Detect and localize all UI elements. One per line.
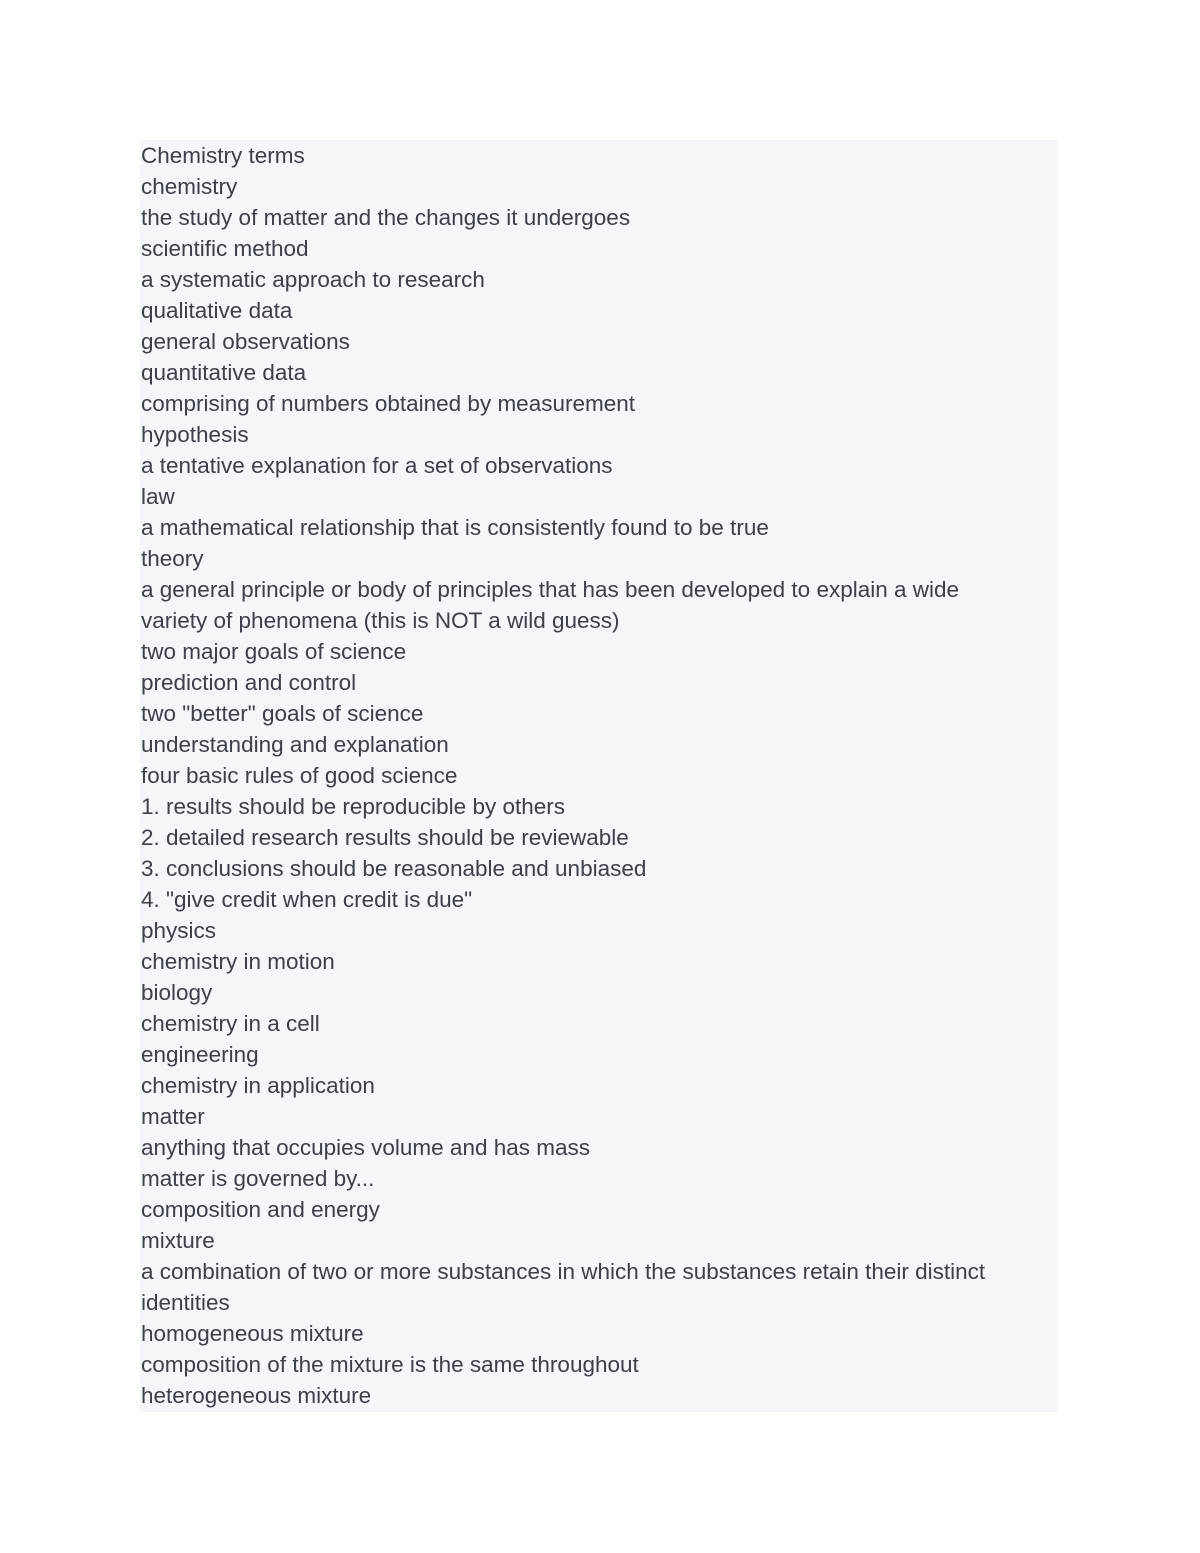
text-line: 4. "give credit when credit is due" — [141, 887, 473, 912]
text-line: hypothesis — [141, 422, 249, 447]
text-line: a mathematical relationship that is consistently found to be true — [141, 515, 769, 540]
text-line: a systematic approach to research — [141, 267, 485, 292]
text-line: chemistry in a cell — [141, 1011, 320, 1036]
text-line: comprising of numbers obtained by measurement — [141, 391, 636, 416]
text-line: variety of phenomena (this is NOT a wild guess) — [141, 608, 620, 633]
text-line: four basic rules of good science — [141, 763, 458, 788]
text-line: a combination of two or more substances in which the substances retain their distinct — [141, 1259, 986, 1284]
text-line: a tentative explanation for a set of observations — [141, 453, 613, 478]
document-title: Chemistry terms — [141, 143, 305, 168]
text-line: 1. results should be reproducible by others — [141, 794, 565, 819]
text-line: quantitative data — [141, 360, 307, 385]
text-line: two major goals of science — [141, 639, 407, 664]
text-line: two "better" goals of science — [141, 701, 424, 726]
text-line: identities — [141, 1290, 230, 1315]
text-line: qualitative data — [141, 298, 293, 323]
text-line: theory — [141, 546, 204, 571]
document-lines — [141, 140, 1051, 1411]
text-line: chemistry in application — [141, 1073, 375, 1098]
text-line: composition and energy — [141, 1197, 380, 1222]
text-line: composition of the mixture is the same throughout — [141, 1352, 639, 1377]
text-line: general observations — [141, 329, 350, 354]
text-line: the study of matter and the changes it undergoes — [141, 205, 631, 230]
text-line: physics — [141, 918, 217, 943]
text-line: anything that occupies volume and has mass — [141, 1135, 591, 1160]
text-line: scientific method — [141, 236, 309, 261]
text-line: heterogeneous mixture — [141, 1383, 372, 1408]
text-line: 2. detailed research results should be reviewable — [141, 825, 629, 850]
document-text-panel — [140, 140, 1058, 1412]
text-line: matter — [141, 1104, 205, 1129]
text-line: chemistry in motion — [141, 949, 335, 974]
text-line: engineering — [141, 1042, 259, 1067]
text-line: understanding and explanation — [141, 732, 449, 757]
text-line: mixture — [141, 1228, 215, 1253]
text-line: law — [141, 484, 175, 509]
text-line: biology — [141, 980, 213, 1005]
text-line: 3. conclusions should be reasonable and unbiased — [141, 856, 647, 881]
text-line: homogeneous mixture — [141, 1321, 364, 1346]
text-line: matter is governed by... — [141, 1166, 375, 1191]
text-line: prediction and control — [141, 670, 357, 695]
text-line: chemistry — [141, 174, 238, 199]
text-line: a general principle or body of principles that has been developed to explain a wide — [141, 577, 960, 602]
